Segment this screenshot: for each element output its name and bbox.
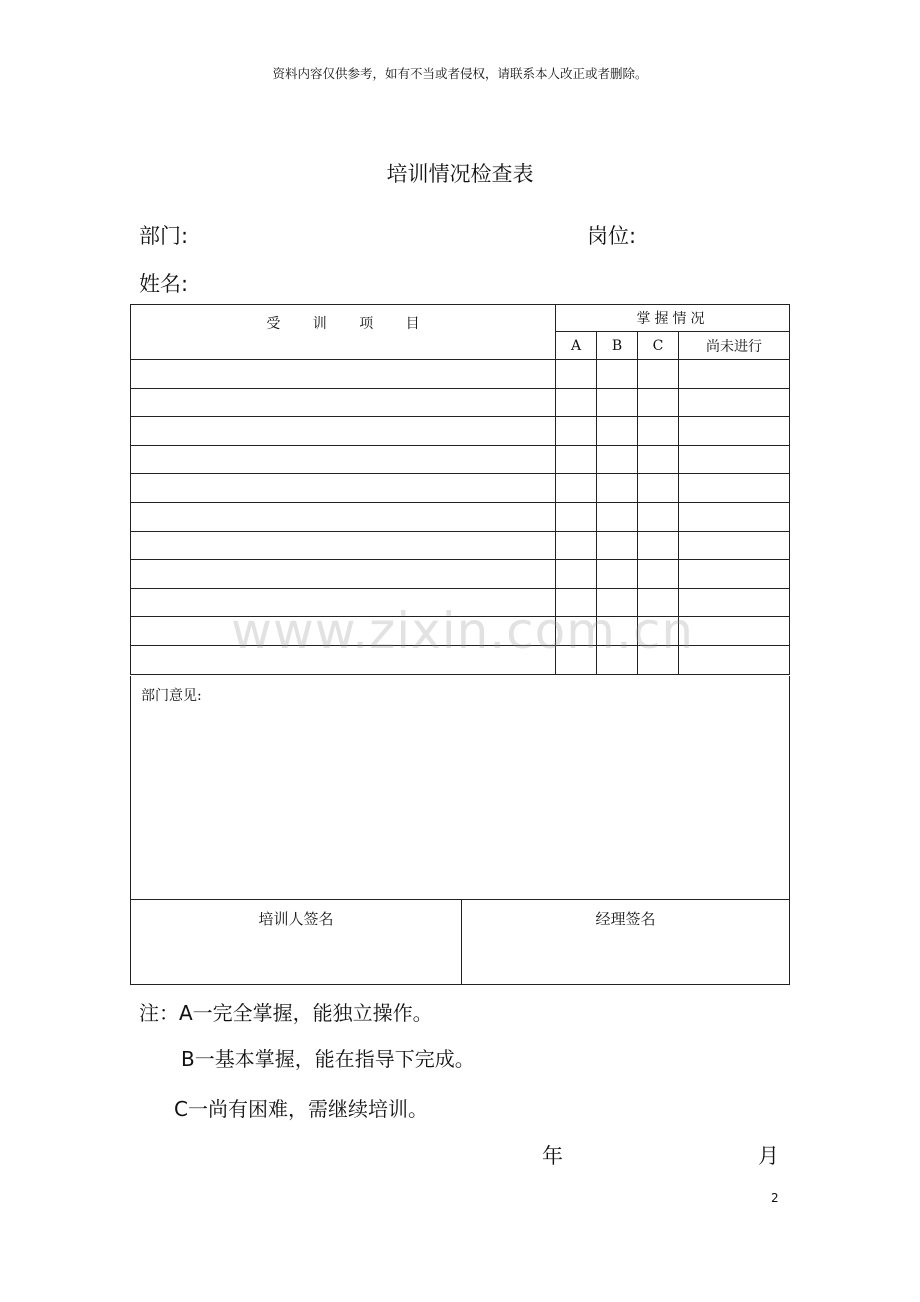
grade-a-cell[interactable] [556, 417, 597, 446]
page-number: 2 [771, 1191, 779, 1205]
grade-a-cell[interactable] [556, 560, 597, 589]
not-started-cell[interactable] [679, 360, 790, 389]
grade-a-cell[interactable] [556, 474, 597, 503]
trainer-signature-cell[interactable] [131, 900, 462, 984]
trainer-signature-label: 培训人签名 [258, 910, 334, 928]
training-item-cell[interactable] [131, 474, 556, 503]
not-started-cell[interactable] [679, 388, 790, 417]
grade-a-cell[interactable] [556, 531, 597, 560]
training-item-cell[interactable] [131, 417, 556, 446]
position-label: 岗位: [587, 224, 637, 248]
grade-a-cell[interactable] [556, 502, 597, 531]
date-month-label: 月 [758, 1144, 779, 1168]
grade-b-cell[interactable] [597, 560, 638, 589]
grade-b-cell[interactable] [597, 388, 638, 417]
grade-c-cell[interactable] [638, 474, 679, 503]
grade-c-cell[interactable] [638, 560, 679, 589]
not-started-cell[interactable] [679, 417, 790, 446]
department-opinion-label: 部门意见: [141, 688, 202, 704]
not-started-cell[interactable] [679, 531, 790, 560]
watermark: www.zixin.com.cn [231, 602, 695, 660]
signature-box [130, 899, 790, 985]
not-started-cell[interactable] [679, 502, 790, 531]
training-item-cell[interactable] [131, 502, 556, 531]
grade-c-cell[interactable] [638, 360, 679, 389]
grade-c-cell[interactable] [638, 502, 679, 531]
not-started-cell[interactable] [679, 474, 790, 503]
grade-b-cell[interactable] [597, 531, 638, 560]
header-disclaimer: 资料内容仅供参考，如有不当或者侵权，请联系本人改正或者删除。 [272, 66, 648, 81]
grade-b-cell[interactable] [597, 502, 638, 531]
not-started-cell[interactable] [679, 645, 790, 674]
department-label: 部门: [139, 224, 189, 248]
grade-a-cell[interactable] [556, 445, 597, 474]
name-label: 姓名: [139, 272, 189, 296]
not-started-cell[interactable] [679, 445, 790, 474]
note-grade-a: 注：A一完全掌握，能独立操作。 [139, 1001, 433, 1025]
grade-c-cell[interactable] [638, 531, 679, 560]
grade-b-cell[interactable] [597, 445, 638, 474]
training-item-header: 受 训 项 目 [131, 305, 556, 360]
note-grade-b: B一基本掌握，能在指导下完成。 [181, 1047, 475, 1071]
table-row [131, 417, 790, 446]
table-row [131, 502, 790, 531]
grade-b-header: B [597, 332, 638, 360]
note-grade-c: C一尚有困难，需继续培训。 [174, 1097, 428, 1121]
department-opinion-box[interactable] [130, 676, 790, 900]
training-item-cell[interactable] [131, 531, 556, 560]
table-row [131, 560, 790, 589]
table-row [131, 445, 790, 474]
grade-a-header: A [556, 332, 597, 360]
grade-c-cell[interactable] [638, 445, 679, 474]
grade-a-cell[interactable] [556, 388, 597, 417]
table-row [131, 474, 790, 503]
table-row [131, 531, 790, 560]
not-started-cell[interactable] [679, 588, 790, 617]
training-item-cell[interactable] [131, 445, 556, 474]
grade-c-cell[interactable] [638, 417, 679, 446]
grade-a-cell[interactable] [556, 360, 597, 389]
grade-c-cell[interactable] [638, 388, 679, 417]
training-item-cell[interactable] [131, 388, 556, 417]
grade-b-cell[interactable] [597, 417, 638, 446]
grade-c-header: C [638, 332, 679, 360]
not-started-cell[interactable] [679, 617, 790, 646]
table-row [131, 388, 790, 417]
not-started-header: 尚未进行 [679, 332, 790, 360]
page-title: 培训情况检查表 [386, 162, 534, 186]
not-started-cell[interactable] [679, 560, 790, 589]
table-row [131, 360, 790, 389]
manager-signature-cell[interactable] [462, 900, 789, 984]
manager-signature-label: 经理签名 [595, 910, 656, 928]
training-item-cell[interactable] [131, 560, 556, 589]
grade-b-cell[interactable] [597, 360, 638, 389]
date-year-label: 年 [542, 1144, 563, 1168]
mastery-header: 掌握情况 [556, 305, 790, 332]
grade-b-cell[interactable] [597, 474, 638, 503]
training-item-cell[interactable] [131, 360, 556, 389]
